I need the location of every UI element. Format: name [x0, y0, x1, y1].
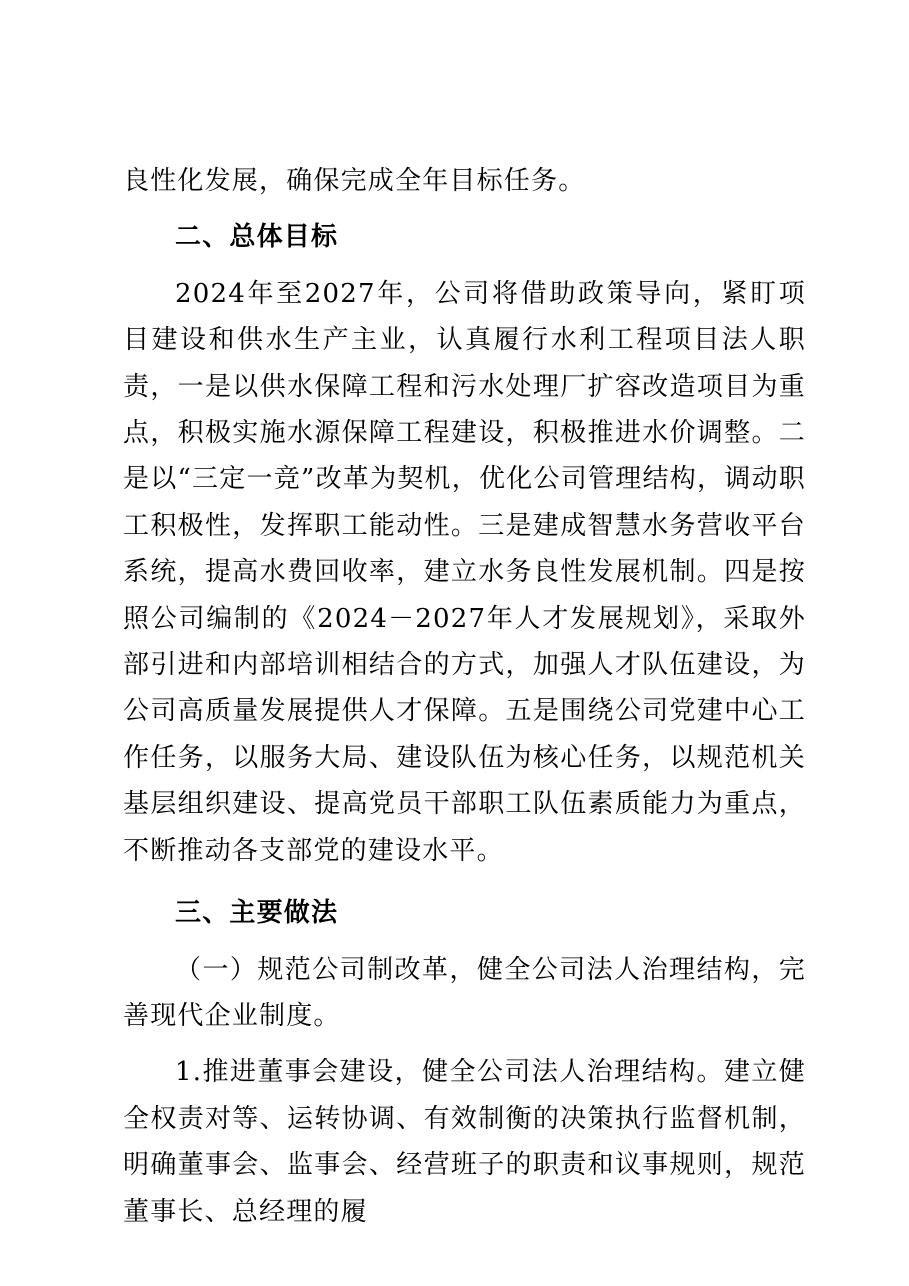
section-heading-main-practices: 三、主要做法 — [175, 898, 339, 929]
subsection-heading-corporate-reform: （一）规范公司制改革，健全公司法人治理结构，完善现代企业制度。 — [123, 954, 806, 1031]
section-heading-overall-goals: 二、总体目标 — [175, 222, 339, 253]
paragraph-board-construction: 1.推进董事会建设，健全公司法人治理结构。建立健全权责对等、运转协调、有效制衡的决策执行监督机制，明确董事会、监事会、经营班子的职责和议事规则，规范董事长、总经理的履 — [123, 1057, 806, 1227]
document-body — [123, 158, 806, 1235]
paragraph-overall-goals: 2024年至2027年，公司将借助政策导向，紧盯项目建设和供水生产主业，认真履行水利工程项目法人职责，一是以供水保障工程和污水处理厂扩容改造项目为重点，积极实施水源保障工程建设，积极推进水价调整。二是以“三定一竞”改革为契机，优化公司管理结构，调动职工积极性，发挥职工能动性。三是建成智慧水务营收平台系统，提高水费回收率，建立水务良性发展机制。四是按照公司编制的《2024－2027年人才发展规划》，采取外部引进和内部培训相结合的方式，加强人才队伍建设，为公司高质量发展提供人才保障。五是围绕公司党建中心工作任务，以服务大局、建设队伍为核心任务，以规范机关基层组织建设、提高党员干部职工队伍素质能力为重点，不断推动各支部党的建设水平。 — [123, 278, 806, 866]
paragraph-continuation: 良性化发展，确保完成全年目标任务。 — [123, 166, 586, 196]
